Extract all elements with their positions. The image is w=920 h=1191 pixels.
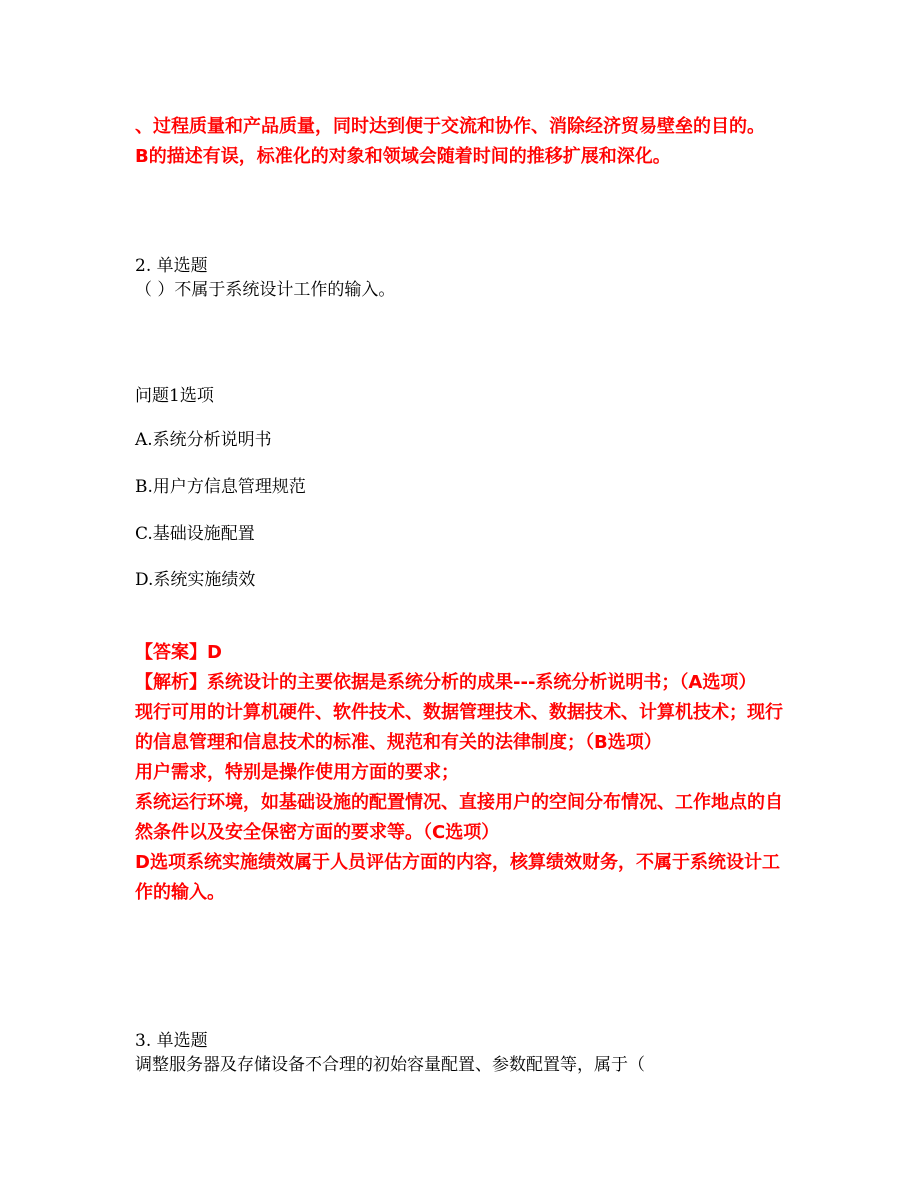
option-text: C.基础设施配置 [135,524,255,544]
option-text: A.系统分析说明书 [135,430,272,450]
explanation-line: 系统运行环境，如基础设施的配置情况、直接用户的空间分布情况、工作地点的自 [135,792,783,813]
explanation-line: B的描述有误，标准化的对象和领域会随着时间的推移扩展和深化。 [135,146,671,167]
question-3-header [135,1029,645,1077]
explanation-line: 用户需求，特别是操作使用方面的要求； [135,762,459,783]
answer-line: 【答案】D [135,642,222,663]
explanation-line: 的信息管理和信息技术的标准、规范和有关的法律制度；（B选项） [135,732,662,753]
previous-explanation [135,112,765,172]
question-stem: （ ）不属于系统设计工作的输入。 [135,280,396,300]
explanation-line: 、过程质量和产品质量，同时达到便于交流和协作、消除经济贸易壁垒的目的。 [135,116,765,137]
explanation-line: 然条件以及安全保密方面的要求等。（C选项） [135,822,500,843]
explanation-line: 作的输入。 [135,882,225,903]
options-label-block [135,384,214,408]
explanation-line: 现行可用的计算机硬件、软件技术、数据管理技术、数据技术、计算机技术；现行 [135,702,783,723]
explanation-line: 【解析】系统设计的主要依据是系统分析的成果---系统分析说明书；（A选项） [135,672,757,693]
answer-explanation [135,638,783,908]
option-d [135,568,255,592]
question-number-type: 3. 单选题 [135,1031,208,1051]
option-a [135,428,272,452]
option-b [135,475,306,499]
question-2-header [135,254,395,302]
option-text: B.用户方信息管理规范 [135,477,306,497]
option-c [135,522,255,546]
question-stem: 调整服务器及存储设备不合理的初始容量配置、参数配置等，属于（ [135,1055,645,1075]
option-text: D.系统实施绩效 [135,570,256,590]
question-number-type: 2. 单选题 [135,256,208,276]
options-label: 问题1选项 [135,386,214,406]
explanation-line: D选项系统实施绩效属于人员评估方面的内容，核算绩效财务，不属于系统设计工 [135,852,780,873]
